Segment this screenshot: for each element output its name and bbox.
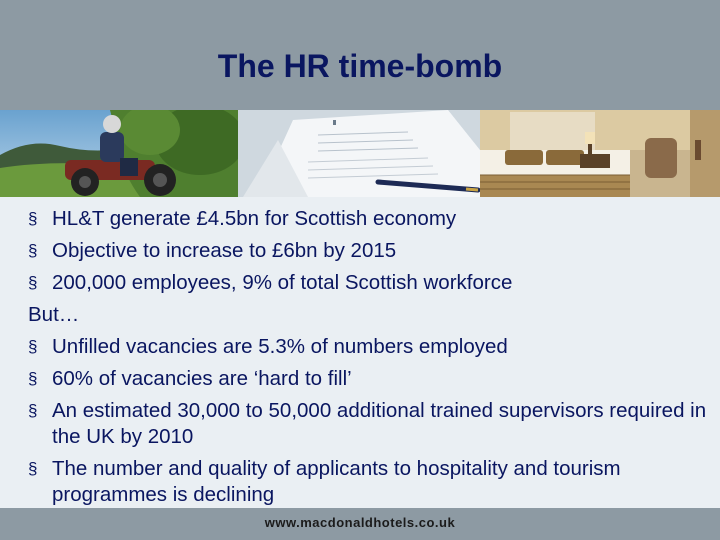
bullet-text: 200,000 employees, 9% of total Scottish workforce [52, 271, 513, 294]
footer-bar [0, 508, 720, 540]
bullet-list [28, 203, 708, 511]
bullet-text: An estimated 30,000 to 50,000 additional trained supervisors required in the UK by 2010 [52, 399, 707, 448]
bullet-text: The number and quality of applicants to hospitality and tourism programmes is declining [52, 457, 621, 506]
list-item [28, 453, 708, 511]
bullet-text: 60% of vacancies are ‘hard to fill’ [52, 367, 352, 390]
but-label: But… [28, 303, 80, 326]
list-item [28, 235, 708, 267]
list-item [28, 363, 708, 395]
list-item [28, 267, 708, 299]
bullet-text: Unfilled vacancies are 5.3% of numbers employed [52, 335, 508, 358]
photo-strip [0, 110, 720, 197]
hotel-bedroom-photo [480, 110, 720, 197]
title-bar [0, 0, 720, 110]
bullet-marker: § [28, 209, 38, 228]
bullet-marker: § [28, 241, 38, 260]
bullet-marker: § [28, 337, 38, 356]
bullet-text: Objective to increase to £6bn by 2015 [52, 239, 397, 262]
bullet-marker: § [28, 273, 38, 292]
list-item [28, 203, 708, 235]
quad-bike-photo [0, 110, 238, 197]
form-and-pen-photo [238, 110, 480, 197]
bullet-text: HL&T generate £4.5bn for Scottish economy [52, 207, 457, 230]
bullet-marker: § [28, 401, 38, 420]
list-item [28, 331, 708, 363]
bullet-marker: § [28, 369, 38, 388]
bullet-marker: § [28, 459, 38, 478]
list-item [28, 395, 708, 453]
footer-url: www.macdonaldhotels.co.uk [264, 515, 456, 530]
slide-title: The HR time-bomb [217, 48, 503, 84]
